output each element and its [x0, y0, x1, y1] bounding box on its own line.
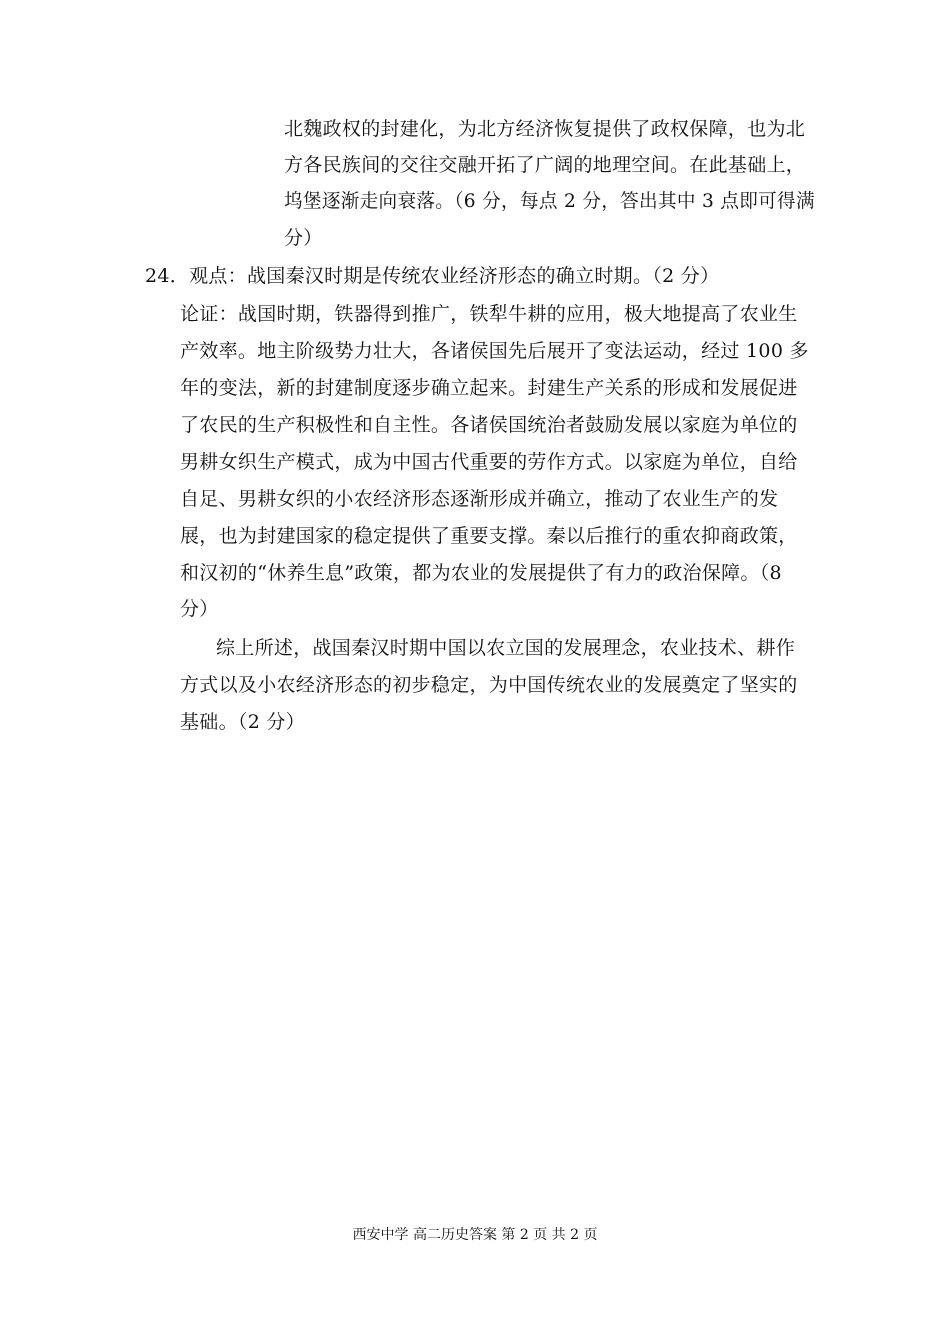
q24-argument-line-6: 自足、男耕女织的小农经济形态逐渐形成并确立，推动了农业生产的发 — [180, 488, 779, 510]
q24-conclusion-line-2: 方式以及小农经济形态的初步稳定，为中国传统农业的发展奠定了坚实的 — [180, 674, 798, 696]
q24-argument-line-9: 分） — [180, 598, 219, 620]
q24-heading: 24．观点：战国秦汉时期是传统农业经济形态的确立时期。（2 分） — [145, 265, 720, 287]
q24-argument-line-1: 论证：战国时期，铁器得到推广，铁犁牛耕的应用，极大地提高了农业生 — [180, 303, 798, 325]
q24-argument-line-8: 和汉初的“休养生息”政策，都为农业的发展提供了有力的政治保障。（8 — [180, 562, 782, 584]
q24-conclusion-line-1: 综上所述，战国秦汉时期中国以农立国的发展理念，农业技术、耕作 — [216, 637, 796, 659]
q24-argument-line-7: 展，也为封建国家的稳定提供了重要支撑。秦以后推行的重农抑商政策， — [180, 525, 798, 547]
q24-argument-line-4: 了农民的生产积极性和自主性。各诸侯国统治者鼓励发展以家庭为单位的 — [180, 414, 798, 436]
q23-line-1: 北魏政权的封建化，为北方经济恢复提供了政权保障，也为北 — [284, 118, 806, 140]
q23-line-2: 方各民族间的交往交融开拓了广阔的地理空间。在此基础上， — [284, 154, 806, 176]
q23-line-4: 分） — [284, 227, 323, 249]
q24-argument-line-2: 产效率。地主阶级势力壮大，各诸侯国先后展开了变法运动，经过 100 多 — [180, 340, 809, 362]
q23-line-3: 坞堡逐渐走向衰落。（6 分，每点 2 分，答出其中 3 点即可得满 — [284, 190, 815, 212]
q24-argument-line-5: 男耕女织生产模式，成为中国古代重要的劳作方式。以家庭为单位，自给 — [180, 451, 798, 473]
q24-argument-line-3: 年的变法，新的封建制度逐步确立起来。封建生产关系的形成和发展促进 — [180, 377, 798, 399]
q24-conclusion-line-3: 基础。（2 分） — [180, 711, 306, 733]
page-footer: 西安中学 高二历史答案 第 2 页 共 2 页 — [352, 1227, 598, 1243]
